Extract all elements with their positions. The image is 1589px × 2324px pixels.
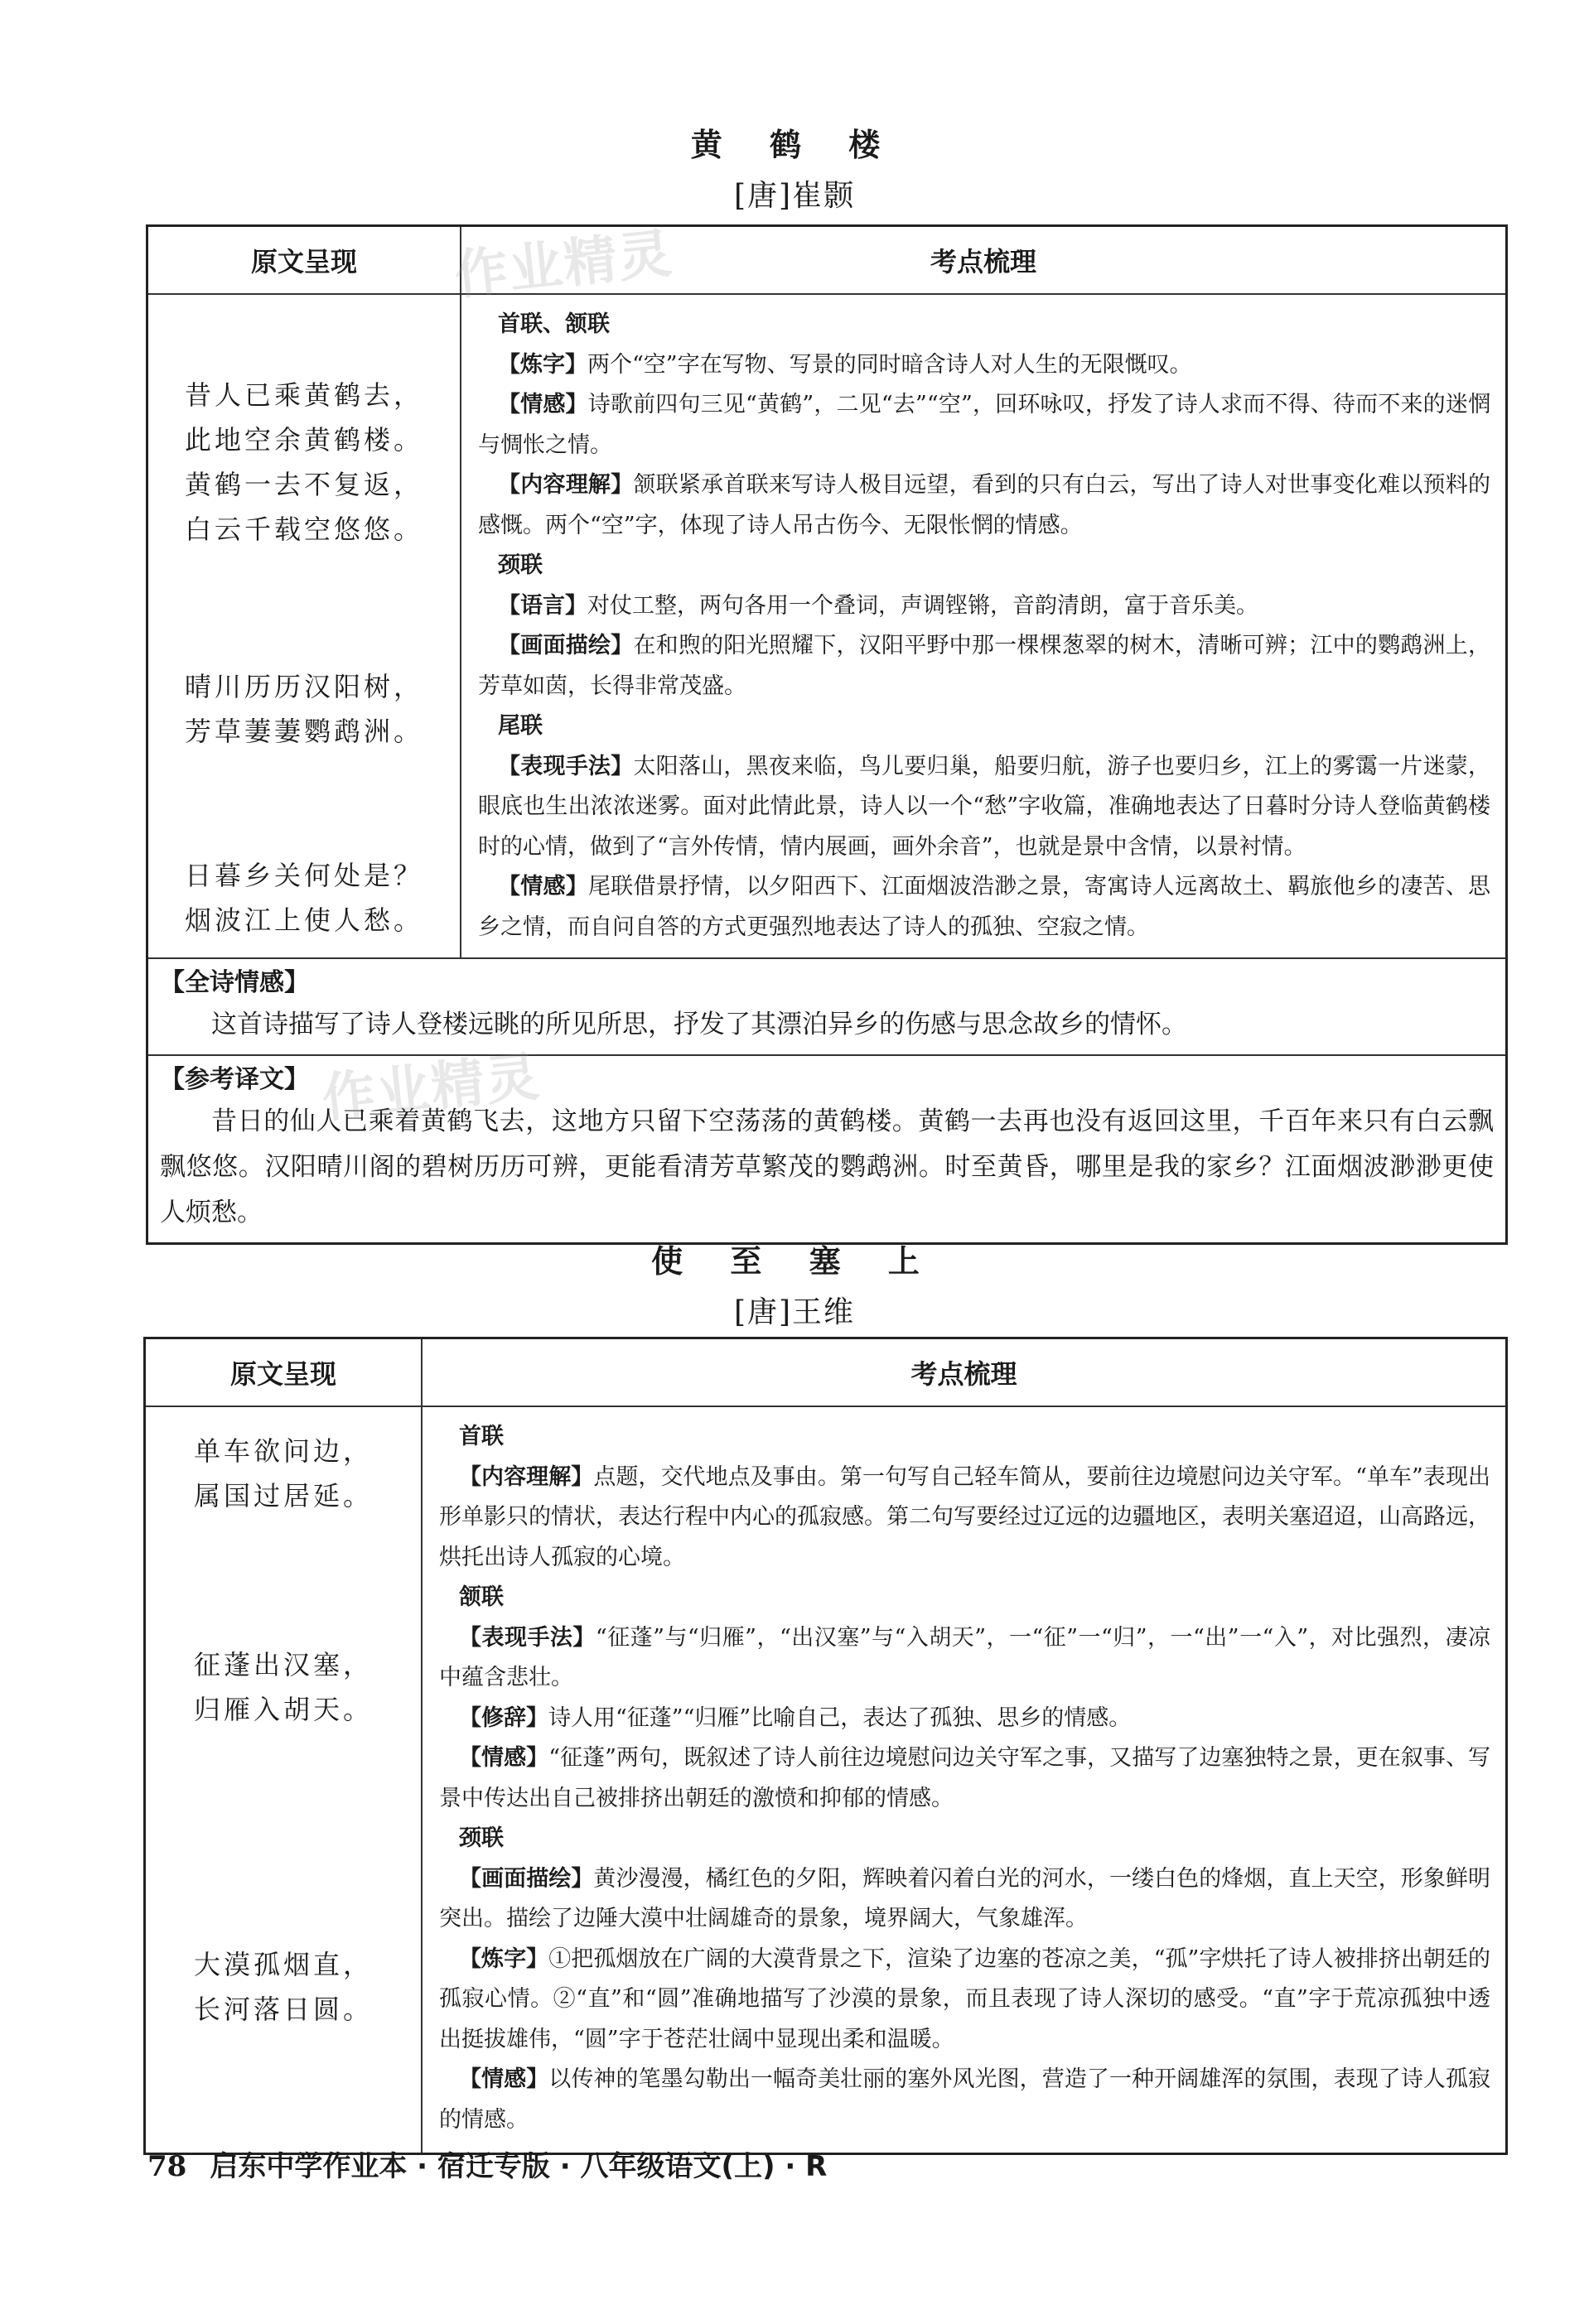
note-text: 颔联紧承首联来写诗人极目远望，看到的只有白云，写出了诗人对世事变化难以预料的感慨。两个“空”字，体现了诗人吊古伤今、无限怅惘的情感。: [478, 472, 1491, 538]
translation-heading: 【参考译文】: [160, 1065, 309, 1094]
note-item: [478, 385, 1490, 465]
section-heading: 颈联: [498, 552, 543, 578]
note-item: [478, 747, 1490, 868]
note-text: 尾联借景抒情，以夕阳西下、江面烟波浩渺之景，寄寓诗人远离故土、羁旅他乡的凄苦、思乡之情，而自问自答的方式更强烈地表达了诗人的孤独、空寂之情。: [478, 874, 1491, 940]
poem-line: 昔人已乘黄鹤去，: [184, 379, 423, 411]
section-heading: 尾联: [498, 713, 543, 739]
watermark: 作业精灵: [319, 1046, 543, 1131]
note-text: 黄沙漫漫，橘红色的夕阳，辉映着闪着白光的河水，一缕白色的烽烟，直上天空，形象鲜明突出。描绘了边陲大漠中壮阔雄奇的景象，境界阔大，气象雄浑。: [439, 1865, 1491, 1931]
poem2-notes: [422, 1406, 1507, 2154]
note-item: [478, 626, 1490, 706]
note-tag: 【内容理解】: [459, 1463, 594, 1490]
note-item: [478, 586, 1490, 627]
poem-line: 长河落日圆。: [193, 1994, 373, 2025]
note-item: [439, 1618, 1490, 1699]
page-number: 78: [147, 2150, 187, 2183]
note-tag: 【情感】: [459, 1745, 549, 1771]
poem-line: 晴川历历汉阳树，: [184, 671, 423, 702]
emotion-text: 这首诗描写了诗人登楼远眺的所见所思，抒发了其漂泊异乡的伤感与思念故乡的情怀。: [211, 1010, 1187, 1039]
note-item: [439, 1699, 1490, 1739]
poem1-emotion: [147, 958, 1507, 1055]
note-tag: 【修辞】: [459, 1704, 548, 1731]
poem2-col-left: 原文呈现: [145, 1338, 423, 1407]
poem2-col-right: 考点梳理: [422, 1338, 1507, 1407]
section-heading: 首联: [459, 1424, 504, 1449]
note-tag: 【语言】: [498, 592, 587, 619]
note-tag: 【画面描绘】: [498, 633, 634, 658]
note-tag: 【内容理解】: [498, 472, 634, 498]
note-text: 诗人用“征蓬”“归雁”比喻自己，表达了孤独、思乡的情感。: [548, 1704, 1132, 1731]
poem-line: 归雁入胡天。: [193, 1694, 373, 1725]
footer-text: 启东中学作业本 · 宿迁专版 · 八年级语文(上) · R: [210, 2150, 828, 2183]
poem1-original: [147, 294, 461, 958]
note-item: [439, 1940, 1490, 2061]
poem2-title: 使 至 塞 上: [651, 1243, 938, 1280]
emotion-heading: 【全诗情感】: [160, 968, 309, 997]
note-tag: 【情感】: [498, 874, 588, 899]
poem-line: 属国过居延。: [193, 1480, 373, 1512]
note-item: [478, 867, 1490, 947]
note-text: 两个“空”字在写物、写景的同时暗含诗人对人生的无限慨叹。: [587, 351, 1192, 378]
poem-line: 白云千载空悠悠。: [184, 513, 423, 545]
note-tag: 【炼字】: [459, 1946, 549, 1972]
poem-line: 征蓬出汉塞，: [193, 1649, 373, 1680]
poem-line: 黄鹤一去不复返，: [184, 469, 423, 500]
poem1-notes: [461, 294, 1507, 958]
note-text: “征蓬”两句，既叙述了诗人前往边境慰问边关守军之事，又描写了边塞独特之景，更在叙事、写景中传达出自己被排挤出朝廷的激愤和抑郁的情感。: [439, 1745, 1491, 1811]
watermark: 作业精灵: [452, 223, 676, 307]
poem-line: 日暮乡关何处是？: [184, 860, 423, 891]
poem1-col-right: 考点梳理: [461, 226, 1507, 295]
note-text: 以传神的笔墨勾勒出一幅奇美壮丽的塞外风光图，营造了一种开阔雄浑的氛围，表现了诗人孤寂的情感。: [439, 2066, 1491, 2133]
note-tag: 【表现手法】: [498, 753, 634, 779]
note-text: “征蓬”与“归雁”，“出汉塞”与“入胡天”，一“征”一“归”，一“出”一“入”，对比强烈，凄凉中蕴含悲壮。: [439, 1624, 1490, 1690]
poem2-author: [唐]王维: [733, 1295, 856, 1329]
note-tag: 【画面描绘】: [459, 1865, 594, 1892]
poem1-col-left: 原文呈现: [147, 226, 461, 295]
note-text: 诗歌前四句三见“黄鹤”，二见“去”“空”，回环咏叹，抒发了诗人求而不得、待而不来的迷惘与惆怅之情。: [478, 392, 1490, 458]
note-item: [478, 465, 1490, 546]
note-tag: 【情感】: [459, 2066, 549, 2092]
page-footer: [147, 2143, 827, 2184]
note-tag: 【炼字】: [498, 351, 587, 378]
poem2-original: [145, 1406, 423, 2154]
poem1-title: 黄 鹤 楼: [690, 127, 899, 163]
note-item: [439, 1859, 1490, 1940]
note-text: 对仗工整，两句各用一个叠词，声调铿锵，音韵清朗，富于音乐美。: [587, 592, 1258, 619]
poem-line: 大漠孤烟直，: [193, 1949, 373, 1980]
note-item: [439, 2060, 1490, 2140]
note-tag: 【表现手法】: [459, 1624, 596, 1651]
poem-line: 芳草萋萋鹦鹉洲。: [184, 716, 423, 747]
note-item: [439, 1738, 1490, 1819]
note-text: 太阳落山，黑夜来临，鸟儿要归巢，船要归航，游子也要归乡，江上的雾霭一片迷蒙，眼底也生出浓浓迷雾。面对此情此景，诗人以一个“愁”字收篇，准确地表达了日暮时分诗人登临黄鹤楼时的心情，做到了“言外传情，情内展画，画外余音”，也就是景中含情，以景衬情。: [478, 753, 1491, 860]
note-text: ①把孤烟放在广阔的大漠背景之下，渲染了边塞的苍凉之美，“孤”字烘托了诗人被排挤出朝廷的孤寂心情。②“直”和“圆”准确地描写了沙漠的景象，而且表现了诗人深切的感受。“直”字于荒凉孤独中透出挺拔雄伟，“圆”字于苍茫壮阔中显现出柔和温暖。: [439, 1946, 1491, 2052]
note-text: 在和煦的阳光照耀下，汉阳平野中那一棵棵葱翠的树木，清晰可辨；江中的鹦鹉洲上，芳草如茵，长得非常茂盛。: [478, 633, 1491, 699]
poem-line: 单车欲问边，: [193, 1435, 373, 1467]
poem2-table: [143, 1337, 1508, 2155]
poem-line: 此地空余黄鹤楼。: [184, 424, 423, 456]
note-item: [439, 1458, 1490, 1579]
section-heading: 颔联: [459, 1584, 504, 1610]
note-text: 点题，交代地点及事由。第一句写自己轻车简从，要前往边境慰问边关守军。“单车”表现出形单影只的情状，表达行程中内心的孤寂感。第二句写要经过辽远的边疆地区，表明关塞迢迢，山高路远，烘托出诗人孤寂的心境。: [439, 1463, 1490, 1570]
translation-text: 昔日的仙人已乘着黄鹤飞去，这地方只留下空荡荡的黄鹤楼。黄鹤一去再也没有返回这里，千百年来只有白云飘飘悠悠。汉阳晴川阁的碧树历历可辨，更能看清芳草繁茂的鹦鹉洲。时至黄昏，哪里是我的家乡？江面烟波渺渺更使人烦愁。: [160, 1107, 1494, 1227]
note-tag: 【情感】: [498, 392, 588, 417]
section-heading: 颈联: [459, 1825, 504, 1851]
poem1-author: [唐]崔颢: [733, 179, 856, 213]
section-heading: 首联、颔联: [498, 311, 610, 337]
note-item: [478, 345, 1490, 386]
poem-line: 烟波江上使人愁。: [184, 904, 423, 936]
